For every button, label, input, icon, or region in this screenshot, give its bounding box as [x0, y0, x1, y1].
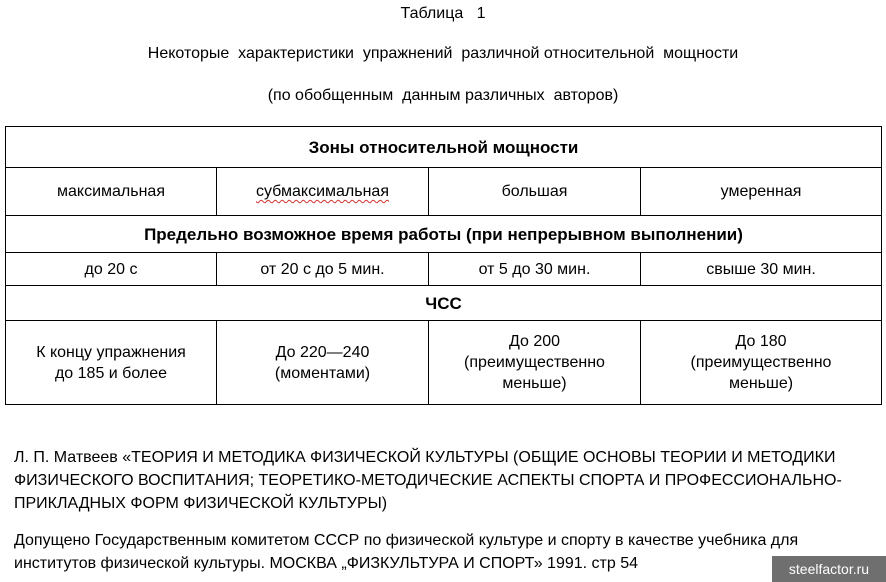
table-row: [6, 321, 882, 405]
time-header: Предельно возможное время работы (при непрерывном выполнении): [6, 216, 882, 253]
reference-line: ПРИКЛАДНЫХ ФОРМ ФИЗИЧЕСКОЙ КУЛЬТУРЫ): [14, 495, 388, 512]
hr-line: (моментами): [274, 364, 371, 382]
hr-line: До 220—240: [275, 343, 370, 361]
reference-line: Л. П. Матвеев «ТЕОРИЯ И МЕТОДИКА ФИЗИЧЕСКОЙ КУЛЬТУРЫ (ОБЩИЕ ОСНОВЫ ТЕОРИИ И МЕТОДИКИ: [14, 449, 836, 466]
hr-cell: [429, 321, 641, 405]
time-cell: от 20 с до 5 мин.: [217, 253, 429, 286]
approval-line: Допущено Государственным комитетом СССР по физической культуре и спорту в качестве учебника для: [14, 532, 799, 549]
table-row: [6, 216, 882, 253]
table-row: [6, 286, 882, 321]
hr-line: До 200: [508, 333, 561, 350]
hr-line: (преимущественно: [464, 354, 605, 371]
table-row: [6, 168, 882, 216]
hr-line: до 185 и более: [54, 364, 168, 382]
zones-header: Зоны относительной мощности: [6, 127, 882, 168]
approval-note: [14, 529, 886, 575]
table-subtitle: (по обобщенным данным различных авторов): [267, 87, 619, 104]
approval-line: институтов физической культуры. МОСКВА „ФИЗКУЛЬТУРА И СПОРТ» 1991. стр 54: [14, 555, 638, 572]
hr-cell: [217, 321, 429, 405]
zone-cell: умеренная: [641, 168, 882, 216]
characteristics-table: [5, 126, 882, 405]
hr-line: меньше): [502, 375, 567, 392]
zone-cell: [217, 168, 429, 216]
table-caption: Таблица 1: [400, 5, 486, 22]
hr-line: До 180: [735, 333, 787, 350]
hr-cell: [6, 321, 217, 405]
time-cell: до 20 с: [6, 253, 217, 286]
reference-line: ФИЗИЧЕСКОГО ВОСПИТАНИЯ; ТЕОРЕТИКО-МЕТОДИЧЕСКИЕ АСПЕКТЫ СПОРТА И ПРОФЕССИОНАЛЬНО-: [14, 472, 842, 489]
time-cell: от 5 до 30 мин.: [429, 253, 641, 286]
source-reference: [14, 446, 886, 515]
time-cell: свыше 30 мин.: [641, 253, 882, 286]
hr-line: меньше): [728, 375, 794, 392]
hr-header: ЧСС: [6, 286, 882, 321]
hr-line: К концу упражнения: [36, 343, 186, 361]
hr-line: (преимущественно: [690, 354, 832, 371]
watermark: steelfactor.ru: [772, 556, 886, 582]
zone-cell: максимальная: [6, 168, 217, 216]
hr-cell: [641, 321, 882, 405]
table-row: [6, 253, 882, 286]
table-title: Некоторые характеристики упражнений различной относительной мощности: [147, 45, 739, 62]
zone-cell: большая: [429, 168, 641, 216]
table-row: [6, 127, 882, 168]
spellcheck-word: субмаксимальная: [256, 183, 389, 200]
